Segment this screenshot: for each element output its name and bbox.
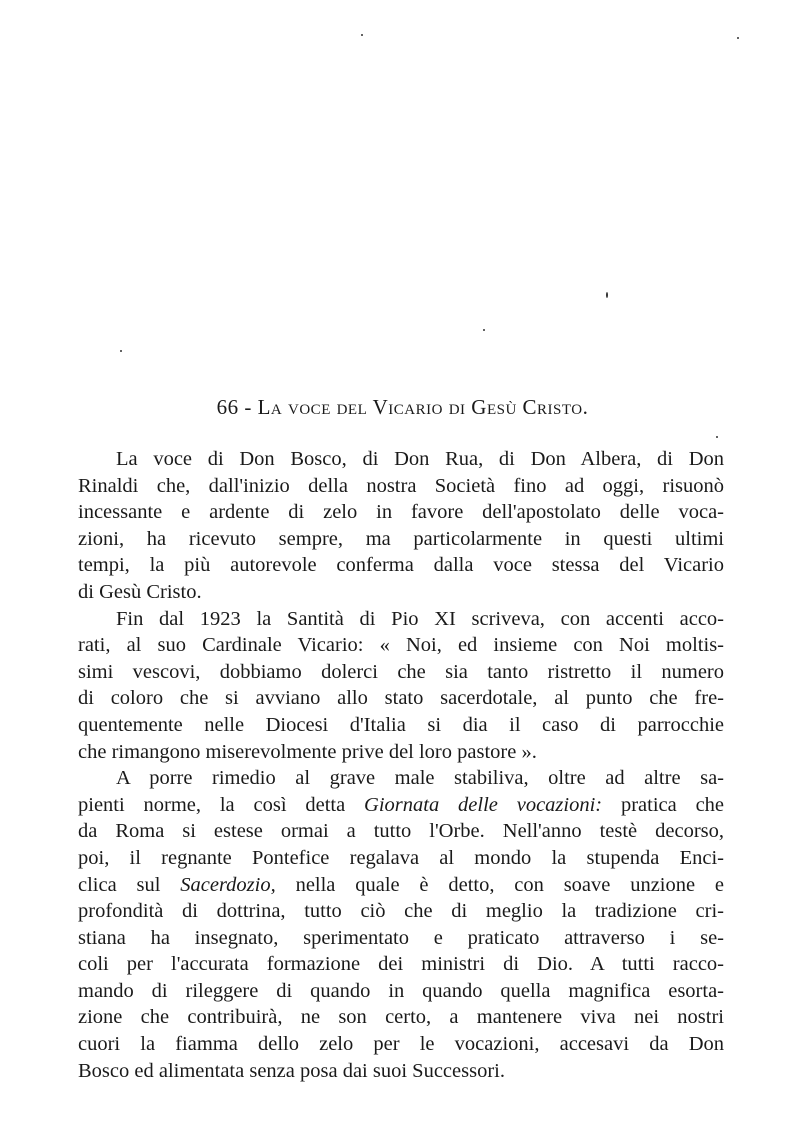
scan-speck — [716, 436, 718, 438]
text-line: zioni, ha ricevuto sempre, ma particolarmente in questi ultimi — [78, 527, 724, 550]
scan-speck — [737, 37, 739, 39]
section-number: 66 - — [216, 395, 252, 419]
text-line: stiana ha insegnato, sperimentato e praticato attraverso i se- — [78, 926, 724, 949]
text-line: La voce di Don Bosco, di Don Rua, di Don Albera, di Don — [116, 448, 724, 470]
text-run: pienti norme, la così detta — [78, 793, 346, 816]
section-title: La voce del Vicario di Gesù Cristo. — [257, 395, 589, 419]
text-line: profondità di dottrina, tutto ciò che di meglio la tradizione cri- — [78, 900, 724, 923]
scan-speck — [120, 350, 122, 352]
text-line: coli per l'accurata formazione dei ministri di Dio. A tutti racco- — [78, 953, 724, 976]
text-run: clica sul — [78, 873, 161, 896]
italic-title: Sacerdozio, — [180, 873, 276, 896]
text-line: poi, il regnante Pontefice regalava al mondo la stupenda Enci- — [78, 846, 724, 869]
scan-speck — [606, 292, 608, 298]
text-line — [78, 792, 724, 819]
text-line: di Gesù Cristo. — [78, 580, 202, 603]
text-line: tempi, la più autorevole conferma dalla voce stessa del Vicario — [78, 554, 724, 577]
text-line — [78, 872, 724, 899]
body-text — [78, 446, 724, 1084]
text-line: Fin dal 1923 la Santità di Pio XI scriveva, con accenti acco- — [116, 607, 724, 630]
text-line: zione che contribuirà, ne son certo, a mantenere viva nei nostri — [78, 1006, 724, 1029]
text-line: da Roma si estese ormai a tutto l'Orbe. Nell'anno testè decorso, — [78, 820, 724, 843]
text-line: rati, al suo Cardinale Vicario: « Noi, ed insieme con Noi moltis- — [78, 634, 724, 657]
italic-title: Giornata delle vocazioni: — [364, 793, 603, 816]
text-line: A porre rimedio al grave male stabiliva, oltre ad altre sa- — [116, 767, 724, 790]
text-line: mando di rileggere di quando in quando quella magnifica esorta- — [78, 979, 724, 1002]
text-line: che rimangono miserevolmente prive del loro pastore ». — [78, 740, 537, 763]
text-line: incessante e ardente di zelo in favore dell'apostolato delle voca- — [78, 501, 724, 524]
text-run: nella quale è detto, con soave unzione e — [295, 873, 725, 896]
text-line: quentemente nelle Diocesi d'Italia si dia il caso di parrocchie — [78, 713, 724, 736]
scan-speck — [483, 329, 485, 331]
text-line: cuori la fiamma dello zelo per le vocazioni, accesavi da Don — [78, 1033, 724, 1056]
text-run: pratica che — [620, 793, 725, 816]
text-line: di coloro che si avviano allo stato sacerdotale, al punto che fre- — [78, 687, 724, 710]
text-line: simi vescovi, dobbiamo dolerci che sia tanto ristretto il numero — [78, 660, 724, 683]
text-line: Rinaldi che, dall'inizio della nostra Società fino ad oggi, risuonò — [78, 474, 724, 497]
text-line: Bosco ed alimentata senza posa dai suoi Successori. — [78, 1059, 505, 1082]
section-heading — [80, 395, 725, 420]
scan-speck — [361, 34, 363, 36]
